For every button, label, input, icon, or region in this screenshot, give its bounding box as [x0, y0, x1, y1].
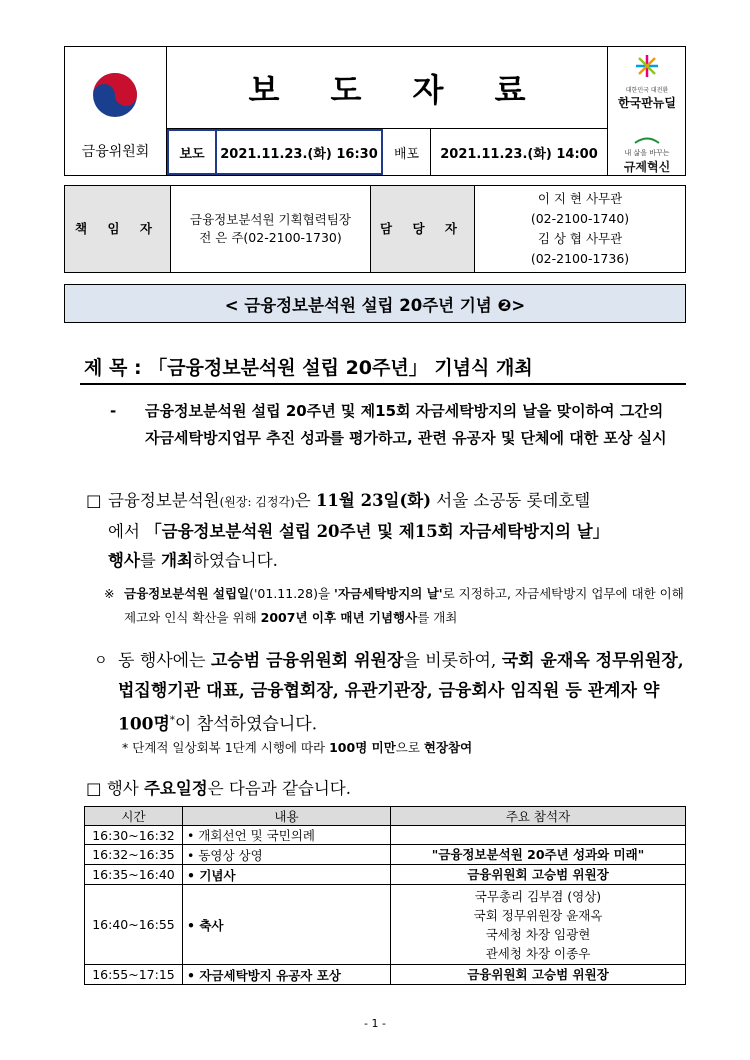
row-attendees: "금융정보분석원 20주년 성과와 미래" [391, 845, 686, 865]
press-release-header [64, 46, 686, 176]
p1-k: 하였습니다. [192, 551, 278, 570]
org-name: 금융위원회 [81, 144, 150, 160]
header-time: 시간 [85, 807, 183, 826]
n1-d: 로 지정하고, 자금세탁방지 업무에 대한 이해 제고와 인식 확산을 위해 [124, 586, 684, 625]
distribution-label: 배포 [383, 129, 431, 175]
arch-icon [633, 136, 661, 144]
korean-new-deal-logo [608, 53, 686, 111]
summary [110, 398, 670, 452]
reference-mark: ※ [104, 586, 115, 601]
row-time: 16:55~17:15 [85, 965, 183, 985]
square-bullet-2: □ [86, 779, 102, 798]
event-name: 「금융정보분석원 설립 20주년 및 제15회 자금세탁방지의 날」 [145, 522, 610, 541]
distribution-date: 2021.11.23.(화) 14:00 [440, 146, 598, 162]
row-attendees [391, 885, 686, 965]
report-date: 2021.11.23.(화) 16:30 [215, 129, 383, 175]
table-row [85, 885, 686, 965]
p2-f: 이 참석하였습니다. [174, 714, 318, 735]
paragraph-1-text [86, 486, 686, 575]
row-time: 16:30~16:32 [85, 826, 183, 845]
taegeuk-emblem-icon [91, 71, 139, 119]
document-title: 보 도 자 료 [167, 47, 607, 129]
table-row [85, 826, 686, 845]
schedule-table [84, 806, 686, 985]
org-logo-cell [65, 47, 167, 175]
n2-a: * 단계적 일상회복 1단계 시행에 따라 [122, 740, 330, 755]
staff1-phone: (02-2100-1740) [530, 211, 630, 226]
summary-marker: - [110, 402, 117, 420]
new-deal-star-icon [632, 53, 662, 79]
paragraph-2-text [94, 646, 688, 740]
note-1-text [104, 582, 684, 630]
note-2 [122, 738, 472, 756]
p2-b: 고승범 금융위원회 위원장 [210, 651, 404, 671]
attendee-1: 국무총리 김부겸 (영상) [474, 888, 602, 904]
header-content: 내용 [183, 807, 391, 826]
table-row [85, 865, 686, 885]
p1-e: 서울 소공동 롯데호텔 [431, 491, 591, 510]
row-time: 16:40~16:55 [85, 885, 183, 965]
row-attendees [391, 826, 686, 845]
staff2-name: 김 상 협 사무관 [537, 231, 623, 246]
header-attendees: 주요 참석자 [391, 807, 686, 826]
attendee-2: 국회 정무위원장 윤재옥 [473, 907, 603, 923]
p2-c: 을 비롯하여, [403, 651, 502, 671]
p1-h: 행사 [108, 551, 140, 570]
responsible-label: 책 임 자 [65, 186, 171, 272]
schedule-header-row [85, 807, 686, 826]
summary-text: 금융정보분석원 설립 20주년 및 제15회 자금세탁방지의 날을 맞이하여 그간의 자금세탁방지업무 추진 성과를 평가하고, 관련 유공자 및 단체에 대한 포상 실시 [145, 402, 667, 447]
responsible-person [171, 186, 371, 272]
p2-footnote-mark: * [169, 715, 175, 726]
brand1-tagline: 대한민국 대전환 [625, 87, 669, 94]
n2-c: 으로 [395, 740, 424, 755]
paragraph-3 [86, 775, 351, 799]
p2-d: 국회 윤재옥 정무위원장, 법집행기관 대표, 금융협회장, 유관기관장, 금융회사 임직원 등 관계자 약 100명 [118, 651, 684, 735]
series-banner: < 금융정보분석원 설립 20주년 기념 ❷> [64, 284, 686, 323]
staff1-name: 이 지 현 사무관 [537, 191, 623, 206]
p2-a: 동 행사에는 [118, 651, 211, 671]
note-1 [104, 582, 684, 630]
row-content: • 자금세탁방지 유공자 포상 [183, 965, 391, 985]
regulatory-innovation-logo [608, 129, 686, 175]
event-date: 11월 23일(화) [315, 491, 432, 510]
row-attendees: 금융위원회 고승범 위원장 [391, 965, 686, 985]
row-content: • 축사 [183, 885, 391, 965]
p1-j: 개최 [161, 551, 193, 570]
p1-c: 은 [294, 491, 316, 510]
responsible-line1: 금융정보분석원 기획협력팀장 [190, 211, 351, 227]
p1-i: 를 [139, 551, 162, 570]
attendee-4: 관세청 차장 이종우 [485, 945, 591, 961]
n1-f: 를 개최 [417, 610, 458, 625]
p3-a: 행사 [106, 779, 144, 798]
p1-f: 에서 [108, 522, 146, 541]
row-attendees: 금융위원회 고승범 위원장 [391, 865, 686, 885]
brand1-name: 한국판뉴딜 [618, 96, 676, 110]
brand2-tagline: 내 삶을 바꾸는 [624, 149, 670, 157]
n1-a: 금융정보분석원 설립일 [124, 586, 250, 601]
row-content: • 기념사 [183, 865, 391, 885]
n2-b: 100명 미만 [329, 740, 396, 755]
row-time: 16:32~16:35 [85, 845, 183, 865]
paragraph-1 [86, 486, 686, 575]
circle-bullet: ㅇ [94, 653, 108, 669]
brand-logos [607, 47, 685, 175]
row-content: • 개회선언 및 국민의례 [183, 826, 391, 845]
fiu-head: (원장: 김정각) [219, 495, 295, 509]
paragraph-2 [94, 646, 688, 740]
subject-underline [80, 383, 686, 385]
staff-persons [475, 186, 685, 272]
n1-c: '자금세탁방지의 날' [334, 586, 443, 601]
fiu-name: 금융정보분석원 [108, 491, 220, 510]
brand2-name: 규제혁신 [623, 160, 671, 174]
row-time: 16:35~16:40 [85, 865, 183, 885]
table-row [85, 845, 686, 865]
p3-c: 은 다음과 같습니다. [207, 779, 351, 798]
staff2-phone: (02-2100-1736) [530, 251, 630, 266]
n2-d: 현장참여 [423, 740, 473, 755]
report-label: 보도 [167, 129, 215, 175]
subject-title: 제 목 : 「금융정보분석원 설립 20주년」 기념식 개최 [84, 357, 533, 379]
release-date-row [167, 129, 607, 175]
contacts-table [64, 185, 686, 273]
responsible-line2: 전 은 주(02-2100-1730) [199, 230, 342, 245]
staff-label: 담 당 자 [371, 186, 475, 272]
row-content: • 동영상 상영 [183, 845, 391, 865]
attendee-3: 국세청 차장 임광현 [485, 926, 591, 942]
square-bullet: □ [86, 491, 102, 510]
n1-b: ('01.11.28)을 [249, 586, 335, 601]
n1-e: 2007년 이후 매년 기념행사 [260, 610, 418, 625]
page-number: - 1 - [364, 1017, 386, 1030]
table-row [85, 965, 686, 985]
p3-b: 주요일정 [143, 779, 208, 798]
